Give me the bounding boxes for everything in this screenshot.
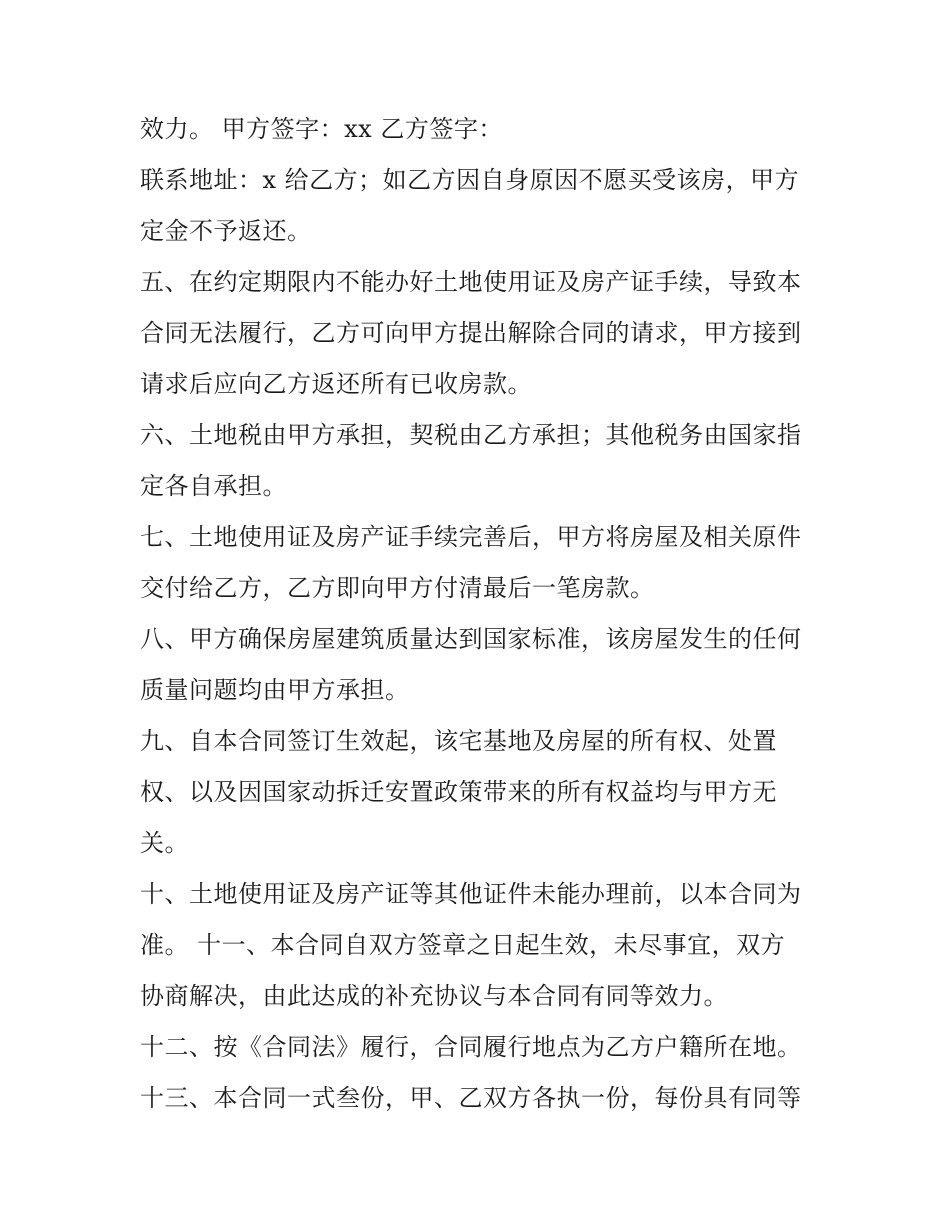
- text-line: 七、土地使用证及房产证手续完善后，甲方将房屋及相关原件: [140, 523, 802, 551]
- text-line: 请求后应向乙方返还所有已收房款。: [140, 370, 532, 398]
- paragraph-signatures: [140, 104, 820, 155]
- text-line: 联系地址：x 给乙方；如乙方因自身原因不愿买受该房，甲方: [140, 166, 800, 194]
- text-line: 交付给乙方，乙方即向甲方付清最后一笔房款。: [140, 574, 655, 602]
- text-line: 十二、按《合同法》履行，合同履行地点为乙方户籍所在地。: [140, 1033, 802, 1061]
- paragraph-clause-7: [140, 512, 820, 614]
- text-line: 权、以及因国家动拆迁安置政策带来的所有权益均与甲方无: [140, 778, 777, 806]
- paragraph-clause-12: [140, 1022, 820, 1073]
- text-line: 九、自本合同签订生效起，该宅基地及房屋的所有权、处置: [140, 727, 777, 755]
- text-line: 质量问题均由甲方承担。: [140, 676, 410, 704]
- paragraph-clause-13: [140, 1073, 820, 1124]
- paragraph-clause-5: [140, 257, 820, 410]
- paragraph-clause-10-11: [140, 869, 820, 1022]
- text-line: 协商解决，由此达成的补充协议与本合同有同等效力。: [140, 982, 728, 1010]
- text-line: 十、土地使用证及房产证等其他证件未能办理前，以本合同为: [140, 880, 802, 908]
- paragraph-clause-9: [140, 716, 820, 869]
- text-line: 定各自承担。: [140, 472, 287, 500]
- text-line: 关。: [140, 829, 189, 857]
- text-line: 五、在约定期限内不能办好土地使用证及房产证手续，导致本: [140, 268, 802, 296]
- paragraph-clause-6: [140, 410, 820, 512]
- text-line: 八、甲方确保房屋建筑质量达到国家标准，该房屋发生的任何: [140, 625, 802, 653]
- document-body: [140, 104, 820, 1124]
- text-line: 定金不予返还。: [140, 217, 312, 245]
- paragraph-contact: [140, 155, 820, 257]
- text-line: 六、土地税由甲方承担，契税由乙方承担；其他税务由国家指: [140, 421, 802, 449]
- text-line: 合同无法履行，乙方可向甲方提出解除合同的请求，甲方接到: [140, 319, 802, 347]
- text-line: 效力。 甲方签字：xx 乙方签字：: [140, 115, 503, 143]
- text-line: 十三、本合同一式叁份，甲、乙双方各执一份，每份具有同等: [140, 1084, 802, 1112]
- text-line: 准。 十一、本合同自双方签章之日起生效，未尽事宜，双方: [140, 931, 786, 959]
- paragraph-clause-8: [140, 614, 820, 716]
